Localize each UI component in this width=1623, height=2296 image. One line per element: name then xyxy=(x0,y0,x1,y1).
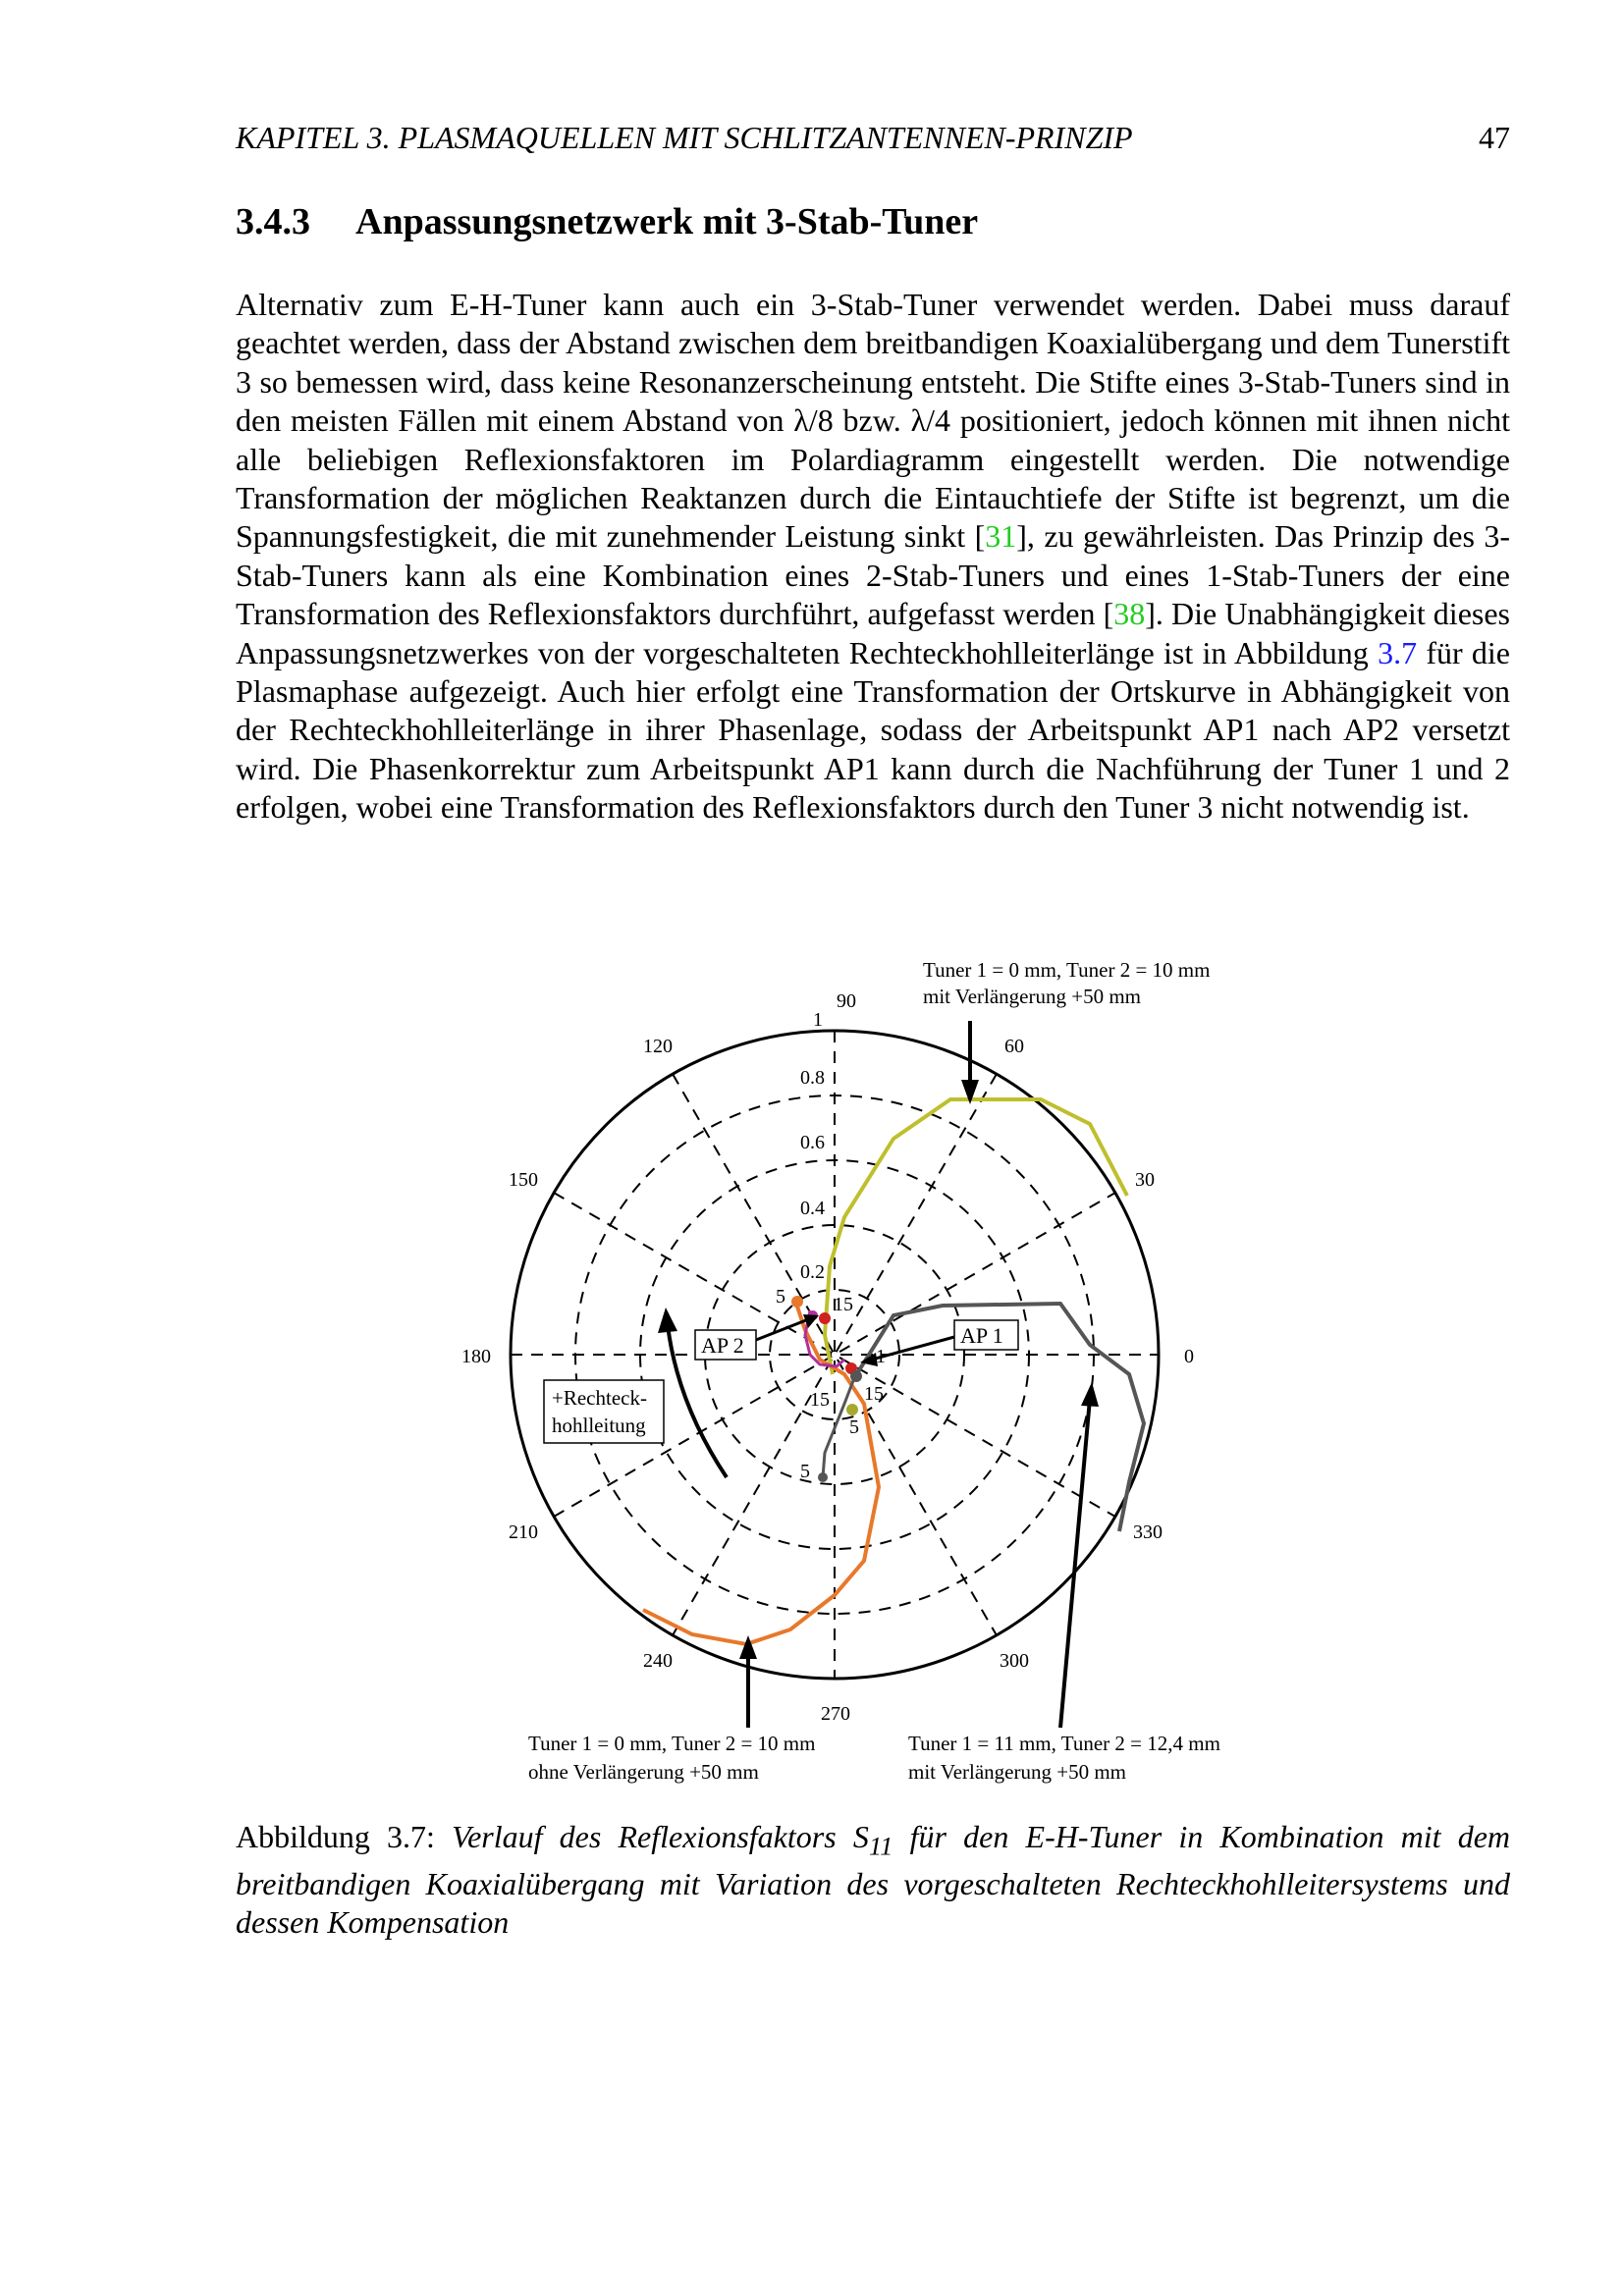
point-gray-ap1 xyxy=(850,1370,862,1382)
angle-label-270: 270 xyxy=(821,1703,850,1725)
bottom-left-annotation-line2: ohne Verlängerung +50 mm xyxy=(528,1760,759,1784)
body-paragraph xyxy=(236,286,1510,828)
point-gray-end xyxy=(818,1472,828,1482)
bottom-left-annotation-arrowhead xyxy=(739,1635,757,1659)
figure-caption xyxy=(236,1818,1510,1942)
citation-link-31[interactable]: 31 xyxy=(985,518,1017,555)
curve-orange-without-extension xyxy=(643,1301,879,1644)
point-label-15a: 15 xyxy=(834,1294,853,1315)
top-annotation-line2: mit Verlängerung +50 mm xyxy=(923,985,1142,1008)
section-number: 3.4.3 xyxy=(236,201,310,242)
bottom-right-annotation-arrowhead xyxy=(1081,1382,1099,1407)
caption-subscript: 11 xyxy=(868,1831,893,1861)
chapter-title: KAPITEL 3. PLASMAQUELLEN MIT SCHLITZANTENNEN-PRINZIP xyxy=(236,120,1133,155)
angle-label-60: 60 xyxy=(1004,1036,1024,1057)
outer-unit-circle xyxy=(511,1031,1159,1679)
point-orange xyxy=(791,1296,803,1308)
bottom-right-annotation-arrow xyxy=(1060,1399,1090,1728)
polar-diagram-figure xyxy=(432,942,1316,1787)
caption-text-after: für den E-H-Tuner in Kombination mit dem breitbandigen Koaxialübergang mit Variation des vorgeschalteten Rechteckhohlleitersystems und dessen Kompensation xyxy=(236,1819,1511,1941)
bottom-right-annotation-line2: mit Verlängerung +50 mm xyxy=(908,1760,1127,1784)
page-number: 47 xyxy=(1479,120,1510,155)
section-title: Anpassungsnetzwerk mit 3-Stab-Tuner xyxy=(355,201,979,242)
ap2-label: AP 2 xyxy=(701,1333,744,1358)
radius-label-0.8: 0.8 xyxy=(800,1067,825,1089)
radius-label-0.2: 0.2 xyxy=(800,1261,825,1283)
angle-label-300: 300 xyxy=(1000,1650,1029,1672)
figure-reference-link[interactable]: 3.7 xyxy=(1378,634,1418,670)
extension-arrowhead xyxy=(658,1308,677,1333)
caption-label: Abbildung 3.7: xyxy=(236,1819,435,1854)
polar-diagram xyxy=(432,942,1316,1787)
angle-label-0: 0 xyxy=(1184,1346,1194,1367)
radius-label-0.4: 0.4 xyxy=(800,1198,825,1219)
angle-label-180: 180 xyxy=(461,1346,491,1367)
angle-label-210: 210 xyxy=(509,1522,538,1543)
paragraph-part-1: Alternativ zum E-H-Tuner kann auch ein 3-Stab-Tuner verwendet werden. Dabei muss darauf geachtet werden, dass der Abstand zwischen dem breitbandigen Koaxialübergang und dem Tunerstift 3 so bemessen wird, dass keine Resonanzerscheinung entsteht. Die Stifte eines 3-Stab-Tuners sind in den meisten Fällen mit einem Abstand von λ/8 bzw. λ/4 positioniert, jedoch können mit ihnen nicht alle beliebigen Reflexionsfaktoren im Polardiagramm eingestellt werden. Die notwendige Transformation der möglichen Reaktanzen durch die Eintauchtiefe der Stifte ist begrenzt, um die Spannungsfestigkeit, die mit zunehmender Leistung sinkt [ xyxy=(236,287,1510,555)
angle-label-150: 150 xyxy=(509,1169,538,1191)
angle-label-90: 90 xyxy=(837,990,856,1012)
point-label-5a: 5 xyxy=(776,1286,785,1308)
angle-label-240: 240 xyxy=(643,1650,673,1672)
paragraph-part-2: ], zu gewährleisten. Das Prinzip des 3-Stab-Tuners kann als eine Kombination eines 2-Stab-Tuners und eines 1-Stab-Tuners der eine Transformation des Reflexionsfaktors durchführt, aufgefasst werden [ xyxy=(236,518,1511,632)
extension-label-line1: +Rechteck- xyxy=(552,1386,647,1410)
point-label-5b: 5 xyxy=(849,1416,859,1438)
radius-label-0.6: 0.6 xyxy=(800,1132,825,1153)
citation-link-38[interactable]: 38 xyxy=(1113,596,1146,632)
point-label-15c: 15 xyxy=(810,1389,830,1411)
point-label-5c: 5 xyxy=(800,1461,810,1482)
radius-label-1: 1 xyxy=(813,1009,823,1031)
angle-label-120: 120 xyxy=(643,1036,673,1057)
bottom-right-annotation-line1: Tuner 1 = 11 mm, Tuner 2 = 12,4 mm xyxy=(908,1732,1220,1755)
point-label-15b: 15 xyxy=(864,1383,884,1405)
bottom-left-annotation-line1: Tuner 1 = 0 mm, Tuner 2 = 10 mm xyxy=(528,1732,816,1755)
paragraph-part-3: ]. Die Unabhängigkeit dieses Anpassungsnetzwerkes von der vorgeschalteten Rechteckhohlleiterlänge ist in Abbildung xyxy=(236,596,1511,670)
angle-label-30: 30 xyxy=(1135,1169,1155,1191)
extension-label-line2: hohlleitung xyxy=(552,1414,646,1437)
point-red xyxy=(819,1312,831,1324)
radius-grid xyxy=(511,1031,1159,1679)
angle-label-330: 330 xyxy=(1133,1522,1163,1543)
point-olive xyxy=(846,1404,858,1415)
caption-text-before: Verlauf des Reflexionsfaktors S xyxy=(452,1819,869,1854)
running-header xyxy=(236,120,1510,159)
paragraph-part-4: für die Plasmaphase aufgezeigt. Auch hier erfolgt eine Transformation der Ortskurve in Abhängigkeit von der Rechteckhohlleiterlänge in ihrer Phasenlage, sodass der Arbeitspunkt AP1 nach AP2 versetzt wird. Die Phasenkorrektur zum Arbeitspunkt AP1 kann durch die Nachführung der Tuner 1 und 2 erfolgen, wobei eine Transformation des Reflexionsfaktors durch den Tuner 3 nicht notwendig ist. xyxy=(236,634,1511,826)
section-heading xyxy=(236,200,978,243)
ap1-label: AP 1 xyxy=(960,1323,1003,1348)
top-annotation-line1: Tuner 1 = 0 mm, Tuner 2 = 10 mm xyxy=(923,958,1211,982)
